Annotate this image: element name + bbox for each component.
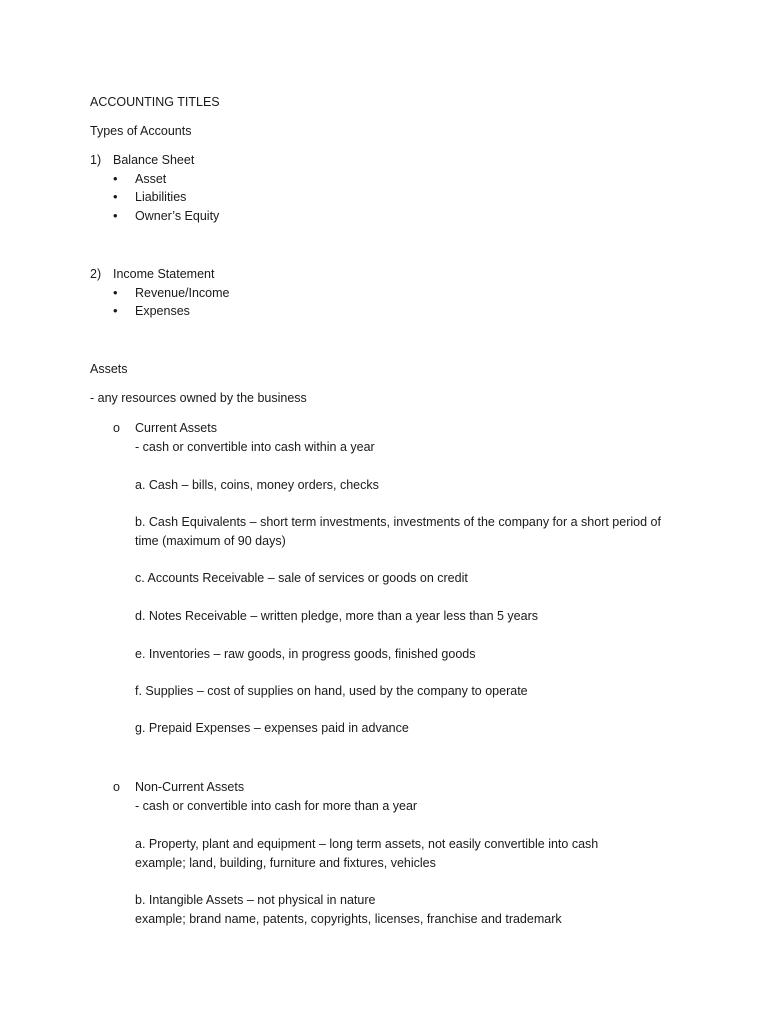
bullet-icon: • [113, 208, 118, 223]
document-subtitle: Types of Accounts [90, 124, 192, 138]
list-item: Liabilities [135, 190, 187, 204]
section-label: Balance Sheet [113, 153, 195, 167]
current-asset-item: a. Cash – bills, coins, money orders, checks [135, 478, 379, 492]
noncurrent-asset-example: example; land, building, furniture and fixtures, vehicles [135, 856, 436, 870]
current-asset-item: c. Accounts Receivable – sale of services or goods on credit [135, 571, 468, 585]
bullet-icon: • [113, 285, 118, 300]
circle-bullet-marker: o [113, 421, 120, 435]
assets-definition: - any resources owned by the business [90, 391, 307, 405]
list-item: Owner’s Equity [135, 209, 220, 223]
section-label: Income Statement [113, 267, 215, 281]
list-item: Asset [135, 172, 167, 186]
bullet-icon: • [113, 171, 118, 186]
current-assets-label: Current Assets [135, 421, 217, 435]
document-title: ACCOUNTING TITLES [90, 95, 220, 109]
section-number: 2) [90, 267, 102, 281]
current-asset-item: f. Supplies – cost of supplies on hand, used by the company to operate [135, 684, 528, 698]
section-number: 1) [90, 153, 102, 167]
noncurrent-assets-label: Non-Current Assets [135, 780, 245, 794]
noncurrent-asset-item: a. Property, plant and equipment – long term assets, not easily convertible into cash [135, 837, 599, 851]
current-asset-item: e. Inventories – raw goods, in progress goods, finished goods [135, 647, 476, 661]
bullet-icon: • [113, 189, 118, 204]
current-asset-item-continued: time (maximum of 90 days) [135, 534, 286, 548]
current-asset-item: g. Prepaid Expenses – expenses paid in advance [135, 721, 409, 735]
bullet-icon: • [113, 303, 118, 318]
current-asset-item: d. Notes Receivable – written pledge, more than a year less than 5 years [135, 609, 538, 623]
current-assets-definition: - cash or convertible into cash within a year [135, 440, 375, 454]
list-item: Expenses [135, 304, 190, 318]
list-item: Revenue/Income [135, 286, 230, 300]
circle-bullet-marker: o [113, 780, 120, 794]
noncurrent-asset-example: example; brand name, patents, copyrights, licenses, franchise and trademark [135, 912, 562, 926]
noncurrent-asset-item: b. Intangible Assets – not physical in nature [135, 893, 376, 907]
noncurrent-assets-definition: - cash or convertible into cash for more than a year [135, 799, 418, 813]
current-asset-item: b. Cash Equivalents – short term investments, investments of the company for a short period of [135, 515, 661, 529]
assets-heading: Assets [90, 362, 128, 376]
